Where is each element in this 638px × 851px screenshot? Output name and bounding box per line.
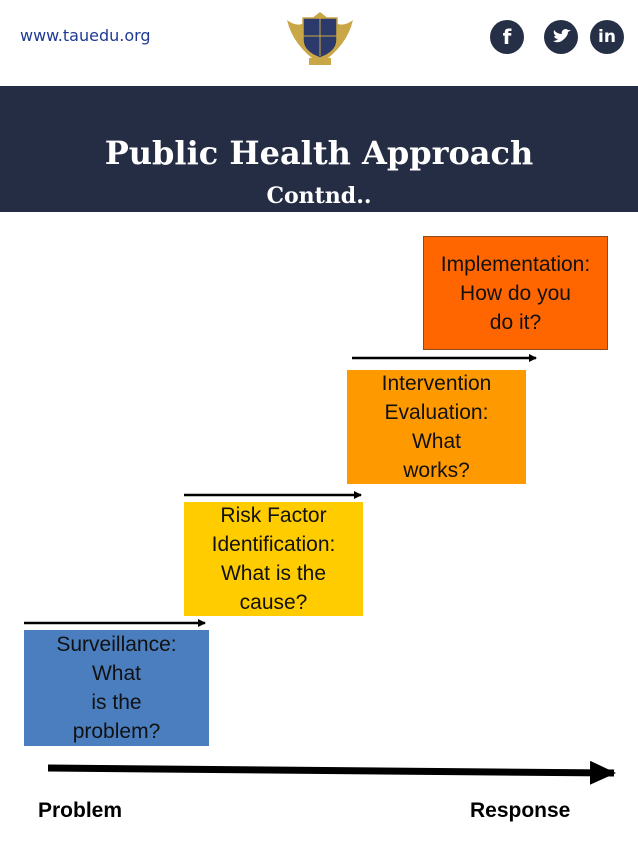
axis-start-label: Problem	[38, 799, 123, 822]
linkedin-icon[interactable]: in	[590, 20, 624, 54]
subtitle-text: Contnd..	[266, 183, 372, 209]
axis-end-label: Response	[470, 799, 571, 822]
step-risk-factor-identification: Risk Factor Identification: What is the cause?	[184, 502, 363, 616]
step-implementation: Implementation: How do you do it?	[423, 236, 608, 350]
problem-response-axis-arrow	[48, 768, 614, 773]
step-intervention-evaluation: Intervention Evaluation: What works?	[347, 370, 526, 484]
facebook-icon[interactable]: f	[490, 20, 524, 54]
step-surveillance: Surveillance: What is the problem?	[24, 630, 209, 746]
website-link[interactable]: www.tauedu.org	[20, 26, 151, 45]
page-title: Public Health Approach	[104, 134, 534, 172]
